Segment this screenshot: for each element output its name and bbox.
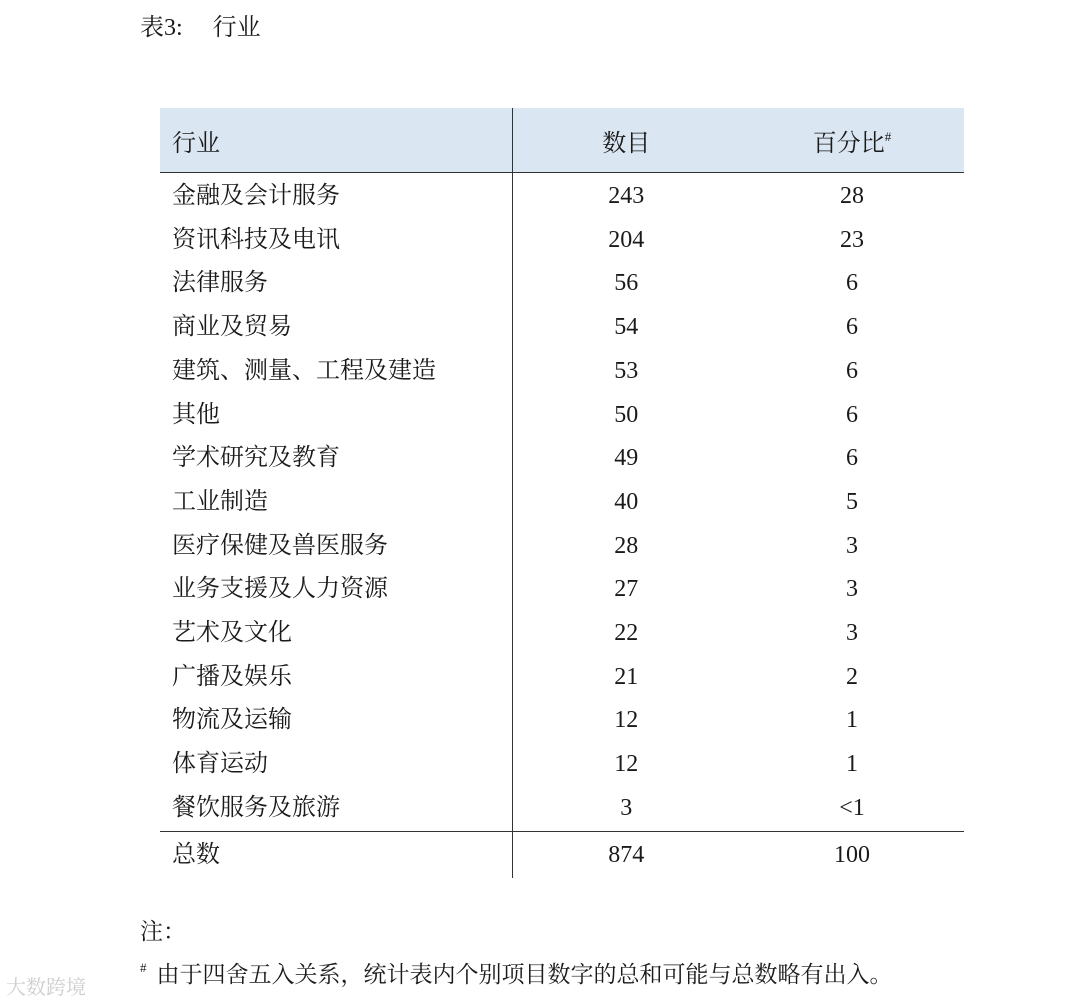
row-count: 50	[614, 401, 639, 428]
row-percent: 5	[846, 488, 858, 515]
table-row	[160, 612, 964, 656]
row-count: 21	[614, 663, 639, 690]
row-count: 40	[614, 488, 639, 515]
total-count: 874	[512, 831, 740, 878]
table-row	[160, 743, 964, 787]
industry-table-container	[160, 108, 964, 878]
row-count: 27	[614, 576, 639, 603]
row-percent: 6	[846, 314, 858, 341]
row-count: 12	[614, 707, 639, 734]
row-count: 243	[608, 183, 645, 209]
row-industry: 金融及会计服务	[160, 173, 512, 219]
row-industry: 学术研究及教育	[160, 437, 512, 481]
table-row	[160, 350, 964, 394]
row-industry: 医疗保健及兽医服务	[160, 525, 512, 569]
header-industry: 行业	[160, 108, 512, 173]
header-percent-label: 百分比	[812, 130, 885, 157]
row-industry: 业务支援及人力资源	[160, 568, 512, 612]
row-industry: 法律服务	[160, 262, 512, 306]
row-industry: 广播及娱乐	[160, 656, 512, 700]
row-industry: 物流及运输	[160, 699, 512, 743]
table-total-row	[160, 831, 964, 878]
table-header-row	[160, 108, 964, 173]
row-percent: 6	[846, 445, 858, 472]
caption-label: 表3:	[140, 15, 183, 41]
row-percent: <1	[839, 794, 865, 821]
row-percent: 1	[846, 751, 858, 778]
table-caption	[140, 12, 261, 44]
row-percent: 3	[846, 532, 858, 559]
row-count: 54	[614, 314, 639, 341]
row-count: 28	[614, 532, 639, 559]
table-row	[160, 568, 964, 612]
row-percent: 28	[840, 183, 864, 209]
table-row	[160, 656, 964, 700]
row-count: 12	[614, 751, 639, 778]
row-industry: 建筑、测量、工程及建造	[160, 350, 512, 394]
row-industry: 商业及贸易	[160, 306, 512, 350]
industry-table	[160, 108, 964, 878]
row-percent: 3	[846, 620, 858, 647]
row-count: 53	[614, 357, 639, 384]
table-row	[160, 481, 964, 525]
row-industry: 餐饮服务及旅游	[160, 787, 512, 831]
header-percent	[740, 108, 964, 173]
row-percent: 6	[846, 357, 858, 384]
row-count: 56	[614, 270, 639, 297]
table-body	[160, 173, 964, 878]
table-row	[160, 394, 964, 438]
watermark-logo: 大数跨境	[6, 975, 86, 999]
caption-title: 行业	[212, 15, 261, 41]
row-count: 3	[620, 794, 633, 821]
note-mark: #	[140, 960, 147, 975]
row-count: 22	[614, 620, 639, 647]
row-count: 49	[614, 445, 639, 472]
row-percent: 23	[840, 226, 864, 253]
table-row	[160, 173, 964, 219]
row-industry: 工业制造	[160, 481, 512, 525]
note-text: 由于四舍五入关系，统计表内个别项目数字的总和可能与总数略有出入。	[156, 962, 893, 987]
row-industry: 体育运动	[160, 743, 512, 787]
table-row	[160, 437, 964, 481]
row-industry: 艺术及文化	[160, 612, 512, 656]
note-item	[140, 950, 893, 993]
row-count: 204	[608, 226, 645, 253]
total-percent: 100	[740, 831, 964, 878]
row-percent: 2	[846, 663, 858, 690]
total-label: 总数	[160, 831, 512, 878]
table-row	[160, 219, 964, 263]
table-row	[160, 525, 964, 569]
table-row	[160, 306, 964, 350]
table-row	[160, 787, 964, 831]
row-percent: 1	[846, 707, 858, 734]
row-industry: 资讯科技及电讯	[160, 219, 512, 263]
table-row	[160, 262, 964, 306]
notes-heading: 注：	[140, 919, 186, 944]
row-percent: 6	[846, 270, 858, 297]
row-industry: 其他	[160, 394, 512, 438]
header-percent-mark: #	[884, 128, 892, 144]
row-percent: 3	[846, 576, 858, 603]
header-count: 数目	[512, 108, 740, 173]
table-row	[160, 699, 964, 743]
row-percent: 6	[846, 401, 858, 428]
table-notes	[140, 914, 893, 993]
